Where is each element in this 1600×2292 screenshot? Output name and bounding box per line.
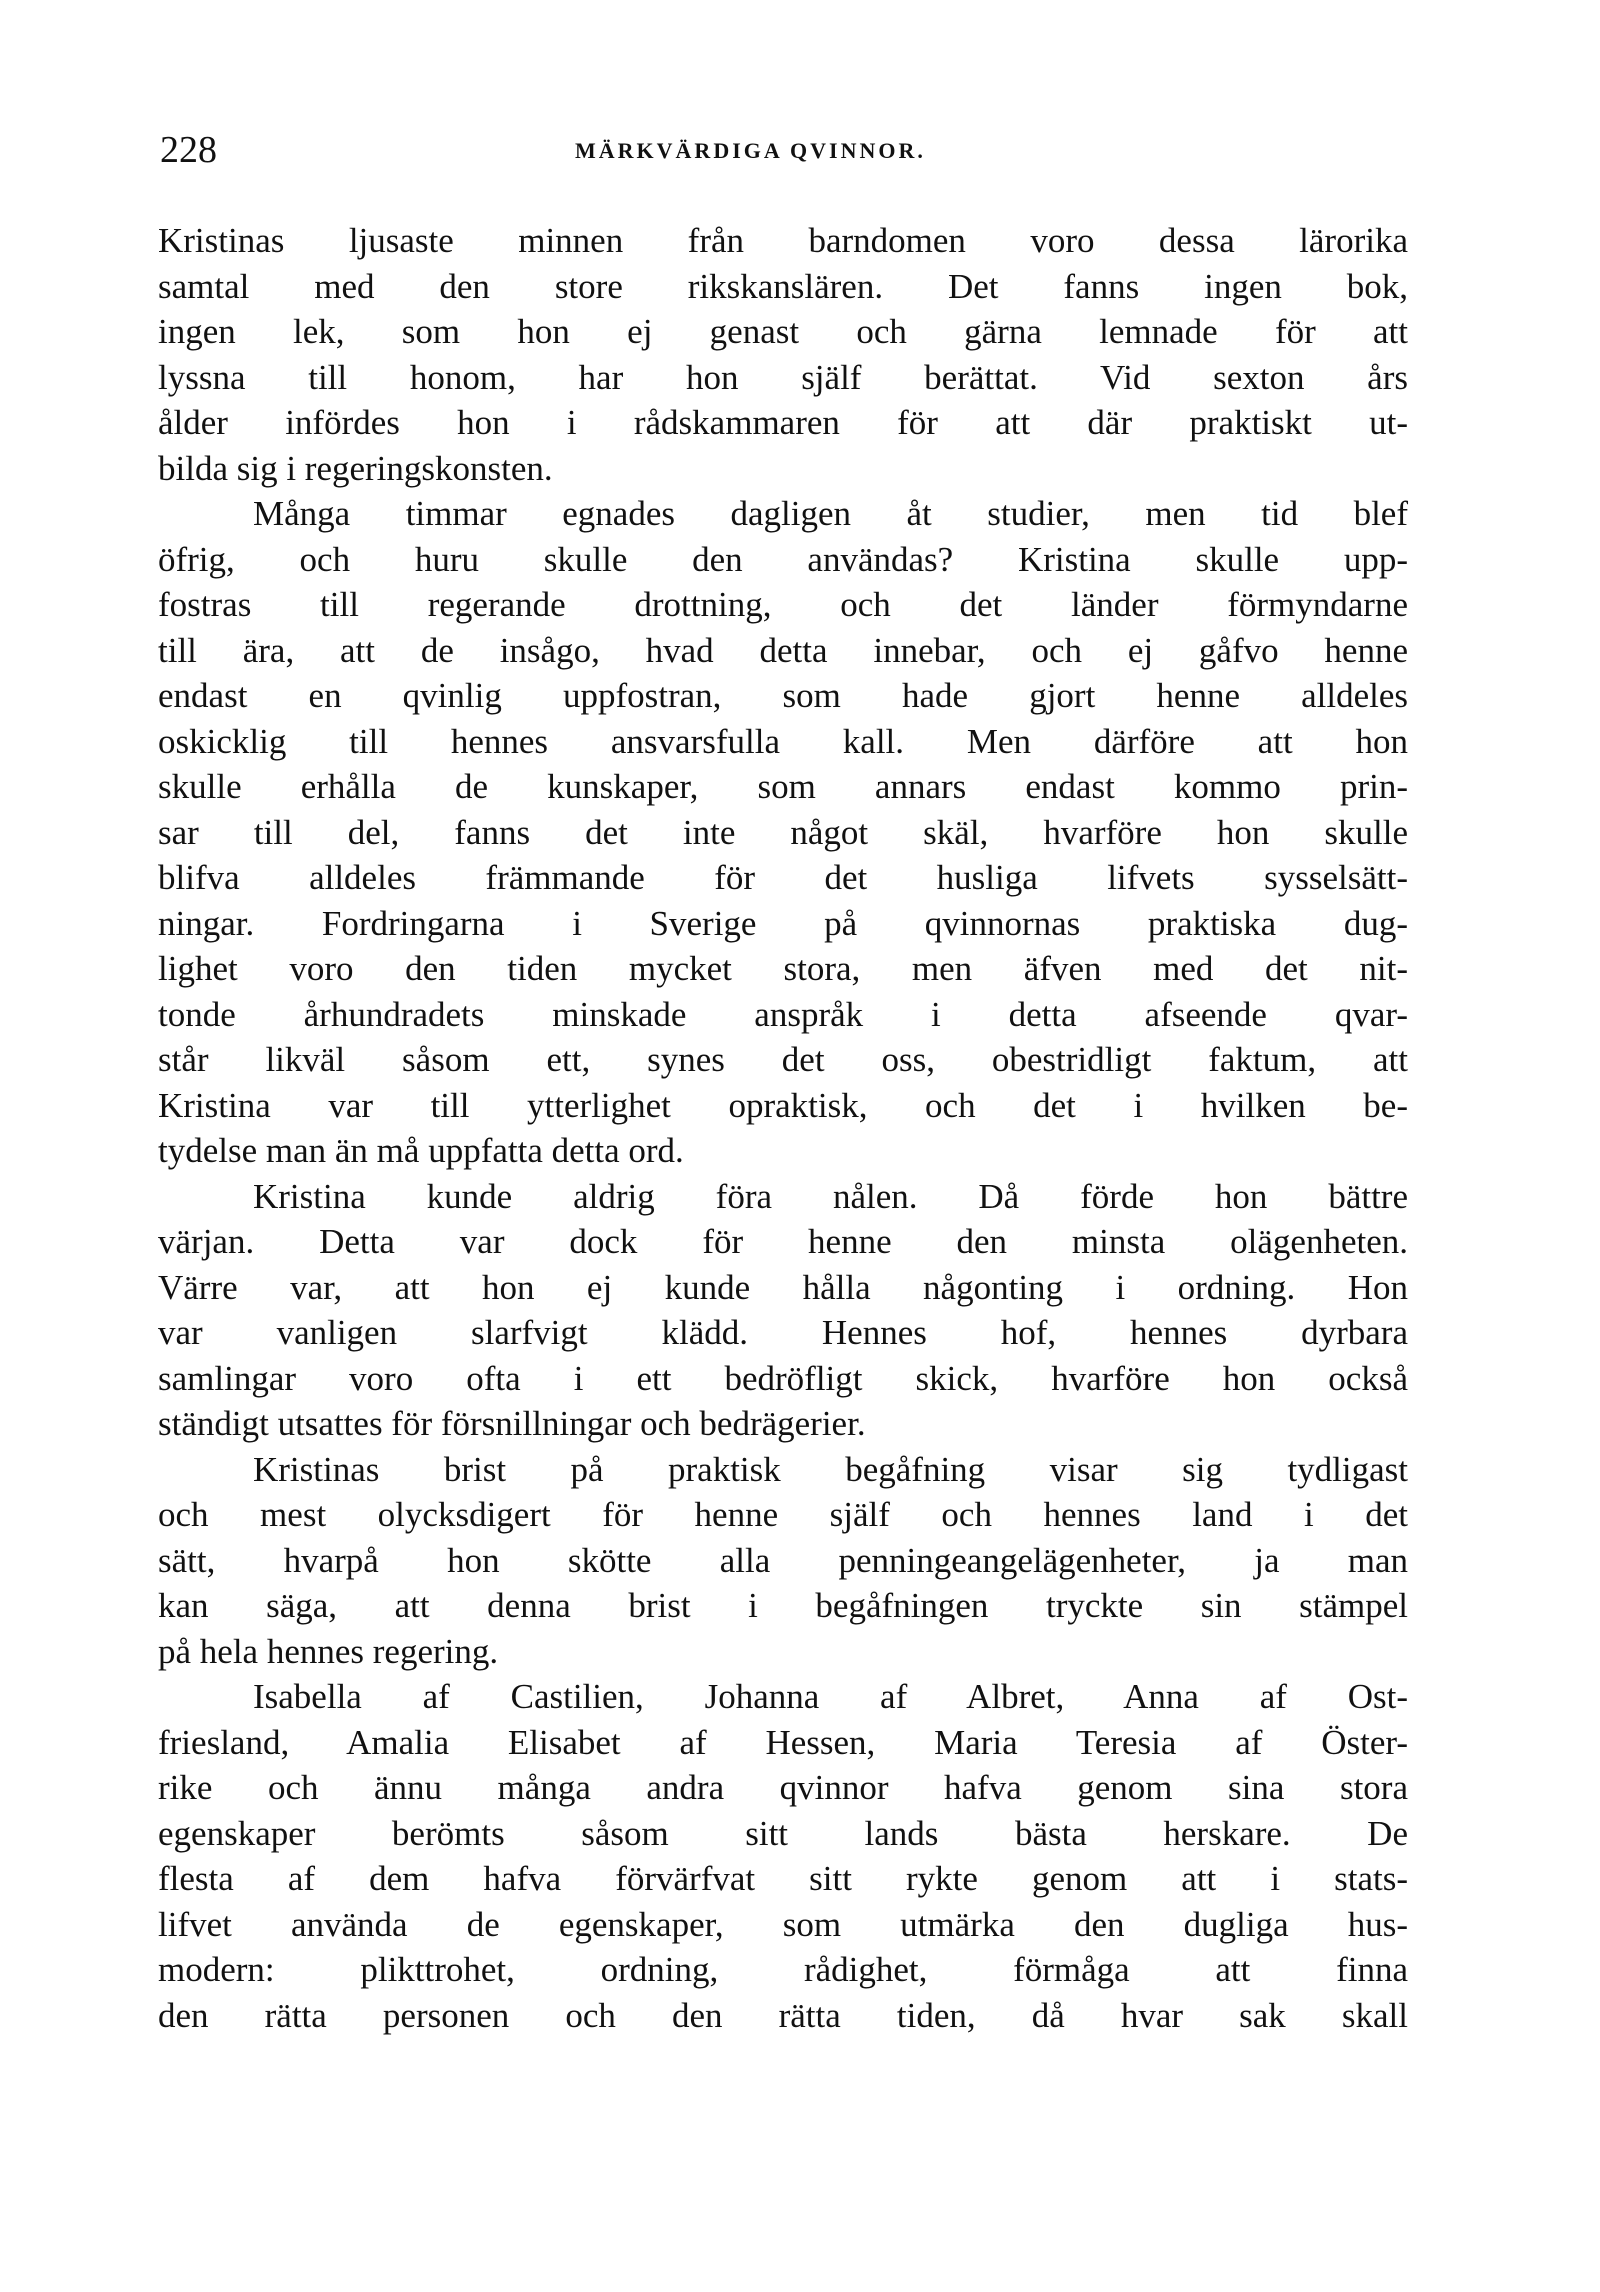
text-line: var vanligen slarfvigt klädd. Hennes hof, hennes dyrbara — [158, 1313, 1408, 1352]
text-line: sar till del, fanns det inte något skäl, hvarföre hon skulle — [158, 812, 1408, 852]
text-line: Många timmar egnades dagligen åt studier, men tid blef — [253, 494, 1408, 533]
text-line: skulle erhålla de kunskaper, som annars endast kommo prin- — [158, 767, 1408, 806]
text-line: öfrig, och huru skulle den användas? Kristina skulle upp- — [158, 539, 1408, 579]
text-line: sätt, hvarpå hon skötte alla penningeangelägenheter, ja man — [158, 1540, 1408, 1580]
paragraph — [158, 1447, 1408, 1675]
page-header — [160, 125, 1400, 175]
text-line: lyssna till honom, har hon själf berättat. Vid sexton års — [158, 357, 1408, 397]
text-line: flesta af dem hafva förvärfvat sitt rykte genom att i stats- — [158, 1859, 1408, 1898]
paragraph — [158, 218, 1408, 491]
paragraph — [158, 1674, 1408, 2038]
text-line: fostras till regerande drottning, och det länder förmyndarne — [158, 585, 1408, 624]
text-line: kan säga, att denna brist i begåfningen tryckte sin stämpel — [158, 1586, 1408, 1625]
text-line: Isabella af Castilien, Johanna af Albret, Anna af Ost- — [253, 1677, 1408, 1716]
text-line: Värre var, att hon ej kunde hålla någonting i ordning. Hon — [158, 1267, 1408, 1307]
text-line: tydelse man än må uppfatta detta ord. — [158, 1131, 684, 1170]
text-line: bilda sig i regeringskonsten. — [158, 448, 553, 488]
text-line: lifvet använda de egenskaper, som utmärka den dugliga hus- — [158, 1904, 1408, 1944]
text-line: endast en qvinlig uppfostran, som hade gjort henne alldeles — [158, 676, 1408, 715]
page-number: 228 — [160, 129, 217, 171]
text-line: samtal med den store rikskanslären. Det fanns ingen bok, — [158, 266, 1408, 306]
text-line: oskicklig till hennes ansvarsfulla kall. Men därföre att hon — [158, 721, 1408, 761]
text-line: lighet voro den tiden mycket stora, men äfven med det nit- — [158, 949, 1408, 988]
text-line: samlingar voro ofta i ett bedröfligt skick, hvarföre hon också — [158, 1358, 1408, 1398]
text-line: friesland, Amalia Elisabet af Hessen, Maria Teresia af Öster- — [158, 1722, 1408, 1762]
body-text — [158, 218, 1408, 2038]
text-line: Kristina var till ytterlighet opraktisk, och det i hvilken be- — [158, 1085, 1408, 1125]
text-line: ningar. Fordringarna i Sverige på qvinnornas praktiska dug- — [158, 903, 1408, 943]
text-line: till ära, att de insågo, hvad detta innebar, och ej gåfvo henne — [158, 630, 1408, 670]
text-line: ingen lek, som hon ej genast och gärna lemnade för att — [158, 312, 1408, 351]
text-line: rike och ännu många andra qvinnor hafva genom sina stora — [158, 1768, 1408, 1807]
text-line: och mest olycksdigert för henne själf och hennes land i det — [158, 1495, 1408, 1534]
running-head: MÄRKVÄRDIGA QVINNOR. — [575, 138, 926, 163]
text-line: värjan. Detta var dock för henne den minsta olägenheten. — [158, 1222, 1408, 1261]
paragraph — [158, 1174, 1408, 1447]
text-line: blifva alldeles främmande för det husliga lifvets sysselsätt- — [158, 858, 1408, 897]
text-line: den rätta personen och den rätta tiden, då hvar sak skall — [158, 1995, 1408, 2035]
text-line: tonde århundradets minskade anspråk i detta afseende qvar- — [158, 994, 1408, 1034]
text-line: egenskaper berömts såsom sitt lands bästa herskare. De — [158, 1813, 1408, 1853]
text-line: modern: plikttrohet, ordning, rådighet, förmåga att finna — [158, 1950, 1408, 1989]
text-line: ständigt utsattes för försnillningar och bedrägerier. — [158, 1404, 866, 1443]
text-line: ålder infördes hon i rådskammaren för att där praktiskt ut- — [158, 403, 1408, 442]
text-line: på hela hennes regering. — [158, 1631, 499, 1671]
text-line: Kristina kunde aldrig föra nålen. Då förde hon bättre — [253, 1176, 1408, 1216]
paragraph — [158, 491, 1408, 1174]
text-line: Kristinas brist på praktisk begåfning visar sig tydligast — [253, 1449, 1408, 1489]
text-line: Kristinas ljusaste minnen från barndomen voro dessa lärorika — [158, 221, 1408, 260]
text-line: står likväl såsom ett, synes det oss, obestridligt faktum, att — [158, 1040, 1408, 1079]
